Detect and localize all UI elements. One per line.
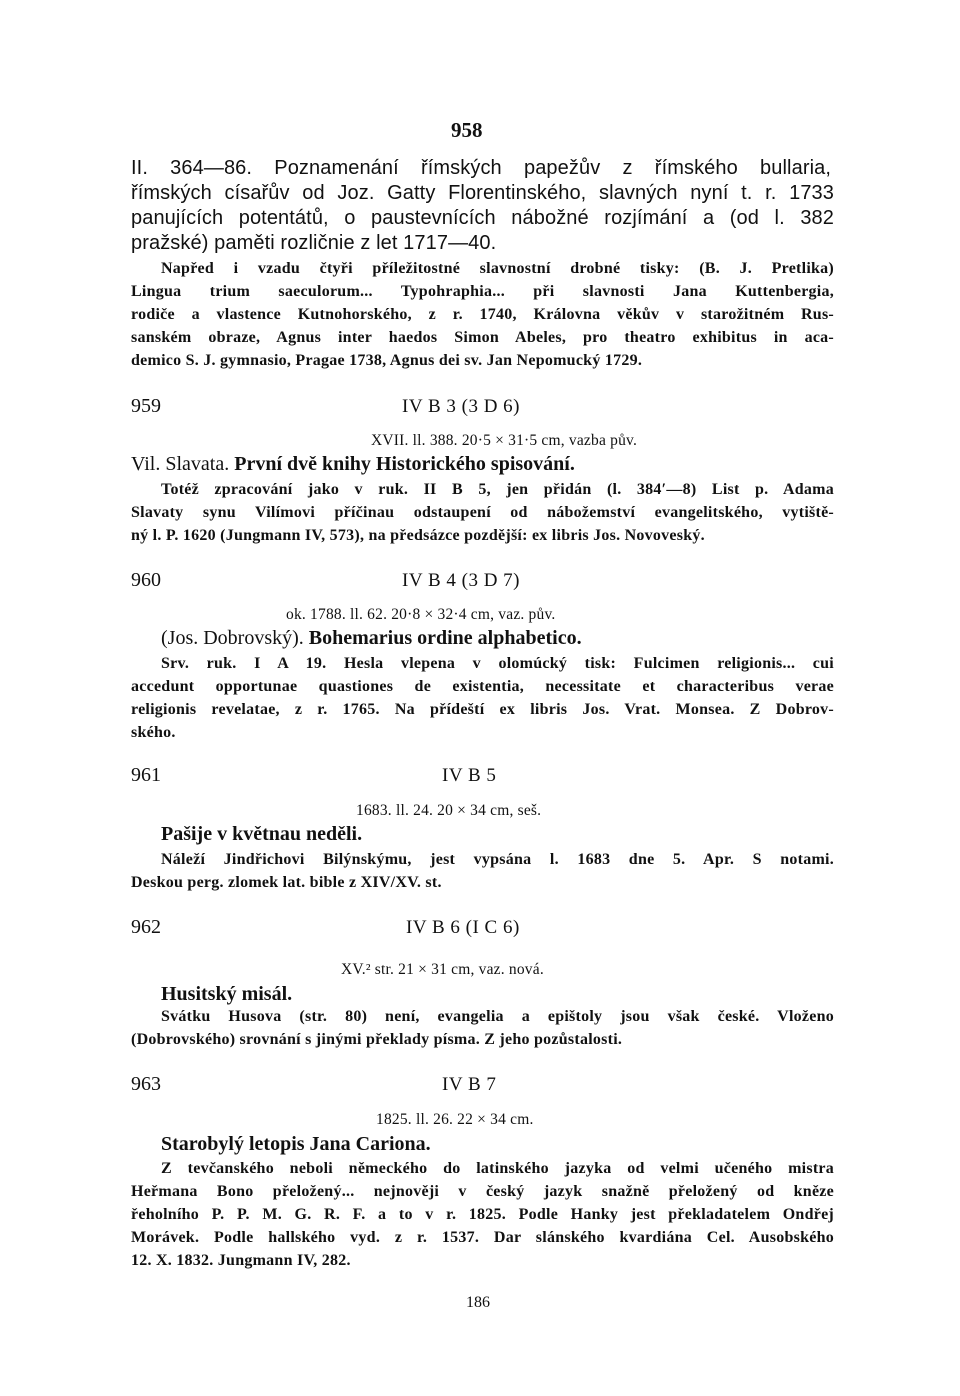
physical-description: 1683. ll. 24. 20 × 34 cm, seš. (356, 802, 542, 819)
entry-number: 960 (131, 569, 161, 591)
entry-958-note-line-3: rodiče a vlastence Kutnohorského, z r. 1740, Královna věkův v starožitném Rus- (131, 306, 834, 323)
entry-958-line-2: římských císařův od Joz. Gatty Florentinského, slavných nyní t. r. 1733 (131, 182, 834, 204)
physical-description: ok. 1788. ll. 62. 20·8 × 32·4 cm, vaz. pův. (286, 606, 556, 623)
entry-958-line-3: panujících potentátů, o paustevnících nábožné rozjímání a (od l. 382 (131, 207, 834, 229)
page-header-number: 958 (451, 118, 483, 142)
note-line: řeholního P. P. M. G. R. F. a to v r. 1825. Podle Hanky jest překladatelem Ondřej (131, 1206, 834, 1223)
entry-number: 962 (131, 916, 161, 938)
entry-number: 961 (131, 764, 161, 786)
note-line: ný l. P. 1620 (Jungmann IV, 573), na předsázce pozdější: ex libris Jos. Novoveský. (131, 527, 705, 544)
author-name: (Jos. Dobrovský). (161, 627, 304, 649)
entry-958-note-line-4: sanském obraze, Agnus inter haedos Simon Abeles, pro theatro exhibitus in aca- (131, 329, 834, 346)
entry-958-line-1: II. 364—86. Poznamenání římských papežův z římského bullaria, (131, 157, 831, 179)
title-text: Bohemarius ordine alphabetico. (303, 627, 582, 649)
note-line: Morávek. Podle hallského vyd. z r. 1537. Dar slánského kvardiána Cel. Ausobského (131, 1229, 834, 1246)
shelfmark: IV B 3 (3 D 6) (402, 396, 521, 417)
note-line: Srv. ruk. I A 19. Hesla vlepena v olomúcký tisk: Fulcimen religionis... cui (161, 655, 834, 672)
manuscript-title (131, 453, 575, 476)
manuscript-title (161, 627, 582, 650)
note-line: Svátku Husova (str. 80) není, evangelia a epištoly jsou však české. Vloženo (161, 1008, 834, 1025)
manuscript-title: Husitský misál. (161, 983, 293, 1005)
note-line: ského. (131, 724, 176, 741)
physical-description: 1825. ll. 26. 22 × 34 cm. (376, 1111, 534, 1128)
entry-958-line-4: pražské) paměti rozličnie z let 1717—40. (131, 232, 497, 254)
note-line: (Dobrovského) srovnání s jinými překlady písma. Z jeho pozůstalosti. (131, 1031, 623, 1048)
entry-number: 963 (131, 1073, 161, 1095)
physical-description: XV.² str. 21 × 31 cm, vaz. nová. (341, 961, 544, 978)
note-line: 12. X. 1832. Jungmann IV, 282. (131, 1252, 351, 1269)
note-line: Náleží Jindřichovi Bilýnskýmu, jest vypsána l. 1683 dne 5. Apr. S notami. (161, 851, 834, 868)
manuscript-title: Starobylý letopis Jana Cariona. (161, 1133, 431, 1155)
note-line: Heřmana Bono přeložený... nejnověji v český jazyk snažně přeložený od kněze (131, 1183, 834, 1200)
note-line: Z tevčanského neboli německého do latinského jazyka od velmi učeného mistra (161, 1160, 834, 1177)
shelfmark: IV B 4 (3 D 7) (402, 570, 521, 591)
note-line: religionis revelatae, z r. 1765. Na přídeští ex libris Jos. Vrat. Monsea. Z Dobrov- (131, 701, 834, 718)
entry-number: 959 (131, 395, 161, 417)
entry-958-note-line-2: Lingua trium saeculorum... Typohraphia... při slavnosti Jana Kuttenbergia, (131, 283, 834, 300)
note-line: accedunt opportunae quastiones de existentia, necessitate et characteribus verae (131, 678, 834, 695)
entry-958-note-line-1: Napřed i vzadu čtyři příležitostné slavnostní drobné tisky: (B. J. Pretlika) (161, 260, 834, 277)
manuscript-title: Pašije v květnau neděli. (161, 823, 363, 845)
entry-958-note-line-5: demico S. J. gymnasio, Pragae 1738, Agnus dei sv. Jan Nepomucký 1729. (131, 352, 643, 369)
note-line: Deskou perg. zlomek lat. bible z XIV/XV. st. (131, 874, 442, 891)
note-line: Totéž zpracování jako v ruk. II B 5, jen přidán (l. 384′—8) List p. Adama (161, 481, 834, 498)
shelfmark: IV B 6 (I C 6) (406, 917, 520, 938)
physical-description: XVII. ll. 388. 20·5 × 31·5 cm, vazba pův. (371, 432, 638, 449)
author-name: Vil. Slavata. (131, 453, 230, 475)
note-line: Slavaty synu Vilímovi příčinau odstaupení od nábožemství evangelitského, vytiště- (131, 504, 834, 521)
shelfmark: IV B 7 (442, 1074, 497, 1095)
title-text: První dvě knihy Historického spisování. (229, 453, 575, 475)
page-folio-number: 186 (466, 1294, 490, 1311)
shelfmark: IV B 5 (442, 765, 497, 786)
